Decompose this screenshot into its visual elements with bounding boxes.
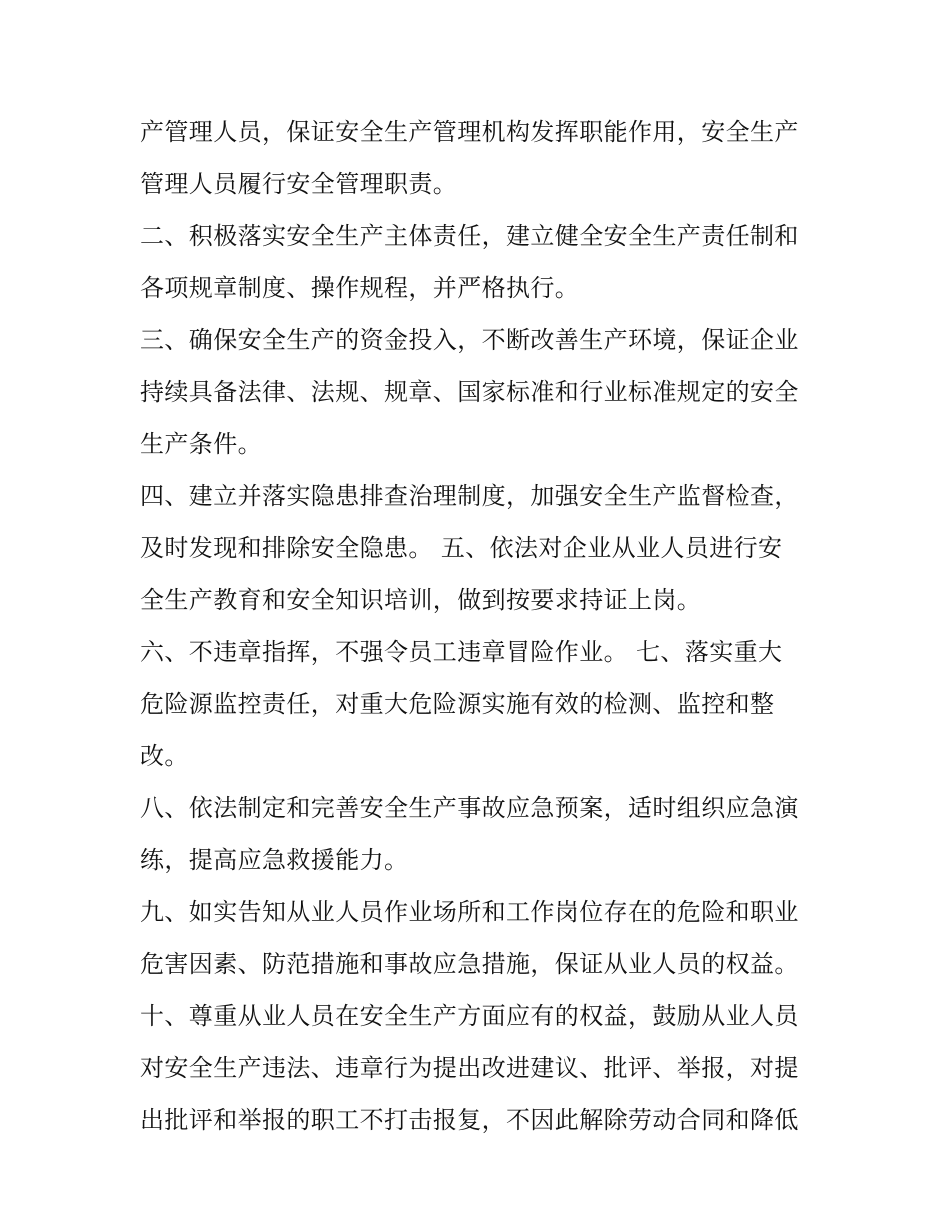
text-line: 各项规章制度、操作规程，并严格执行。	[140, 274, 580, 302]
text-line: 对安全生产违法、违章行为提出改进建议、批评、举报，对提	[140, 1054, 799, 1082]
text-line: 二、积极落实安全生产主体责任，建立健全安全生产责任制和	[140, 222, 799, 250]
document-body	[140, 106, 820, 1146]
text-line: 三、确保安全生产的资金投入，不断改善生产环境，保证企业	[140, 326, 799, 354]
text-line: 产管理人员，保证安全生产管理机构发挥职能作用，安全生产	[140, 118, 799, 146]
text-line: 八、依法制定和完善安全生产事故应急预案，适时组织应急演	[140, 794, 799, 822]
text-line: 持续具备法律、法规、规章、国家标准和行业标准规定的安全	[140, 378, 799, 406]
text-line: 九、如实告知从业人员作业场所和工作岗位存在的危险和职业	[140, 898, 799, 926]
text-line: 危害因素、防范措施和事故应急措施，保证从业人员的权益。	[140, 950, 799, 978]
text-line: 改。	[140, 742, 189, 770]
text-line: 练，提高应急救援能力。	[140, 846, 409, 874]
text-line: 六、不违章指挥，不强令员工违章冒险作业。 七、落实重大	[140, 638, 783, 666]
text-line: 危险源监控责任，对重大危险源实施有效的检测、监控和整	[140, 690, 775, 718]
text-line: 四、建立并落实隐患排查治理制度，加强安全生产监督检查，	[140, 482, 799, 510]
text-line: 管理人员履行安全管理职责。	[140, 170, 458, 198]
text-line: 出批评和举报的职工不打击报复，不因此解除劳动合同和降低	[140, 1106, 799, 1134]
text-line: 全生产教育和安全知识培训，做到按要求持证上岗。	[140, 586, 702, 614]
text-line: 生产条件。	[140, 430, 262, 458]
text-line: 十、尊重从业人员在安全生产方面应有的权益，鼓励从业人员	[140, 1002, 799, 1030]
text-line: 及时发现和排除安全隐患。 五、依法对企业从业人员进行安	[140, 534, 783, 562]
